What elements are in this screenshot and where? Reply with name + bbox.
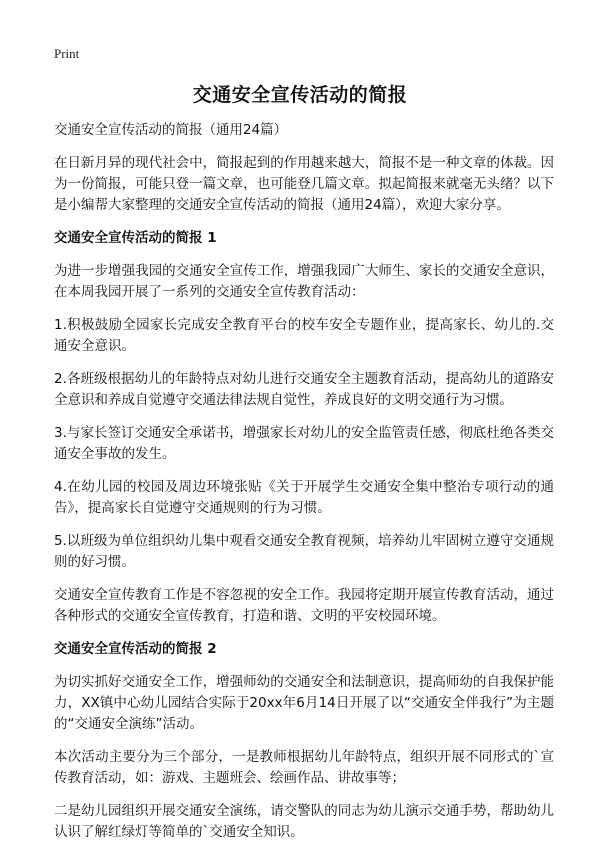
paragraph: 二是幼儿园组织开展交通安全演练，请交警队的同志为幼儿演示交通手势，帮助幼儿认识了解红绿灯等简单的`交通安全知识。 xyxy=(54,803,554,840)
section-heading: 交通安全宣传活动的简报 2 xyxy=(54,641,217,657)
print-link[interactable]: Print xyxy=(54,46,80,61)
list-item: 4.在幼儿园的校园及周边环境张贴《关于开展学生交通安全集中整治专项行动的通告》，提高家长自觉遵守交通规则的行为习惯。 xyxy=(54,479,554,516)
section-heading: 交通安全宣传活动的简报 1 xyxy=(54,230,217,246)
paragraph: 本次活动主要分为三个部分，一是教师根据幼儿年龄特点，组织开展不同形式的`宣传教育活动，如：游戏、主题班会、绘画作品、讲故事等； xyxy=(54,749,554,786)
paragraph: 为切实抓好交通安全工作，增强师幼的交通安全和法制意识，提高师幼的自我保护能力，XX镇中心幼儿园结合实际于20xx年6月14日开展了以“交通安全伴我行”为主题的“交通安全演练”活动。 xyxy=(54,674,554,732)
paragraph: 为进一步增强我园的交通安全宣传工作，增强我园广大师生、家长的交通安全意识，在本周我园开展了一系列的交通安全宣传教育活动： xyxy=(54,263,554,300)
article-subtitle: 交通安全宣传活动的简报（通用24篇） xyxy=(54,122,288,138)
list-item: 5.以班级为单位组织幼儿集中观看交通安全教育视频，培养幼儿牢固树立遵守交通规则的好习惯。 xyxy=(54,533,554,570)
paragraph: 交通安全宣传教育工作是不容忽视的安全工作。我园将定期开展宣传教育活动，通过各种形式的交通安全宣传教育，打造和谐、文明的平安校园环境。 xyxy=(54,587,554,624)
list-item: 3.与家长签订交通安全承诺书，增强家长对幼儿的安全监管责任感，彻底杜绝各类交通安全事故的发生。 xyxy=(54,425,554,462)
page-title: 交通安全宣传活动的简报 xyxy=(192,84,408,106)
list-item: 1.积极鼓励全园家长完成安全教育平台的校车安全专题作业，提高家长、幼儿的.交通安全意识。 xyxy=(54,317,554,354)
article-body xyxy=(54,120,554,855)
intro-paragraph: 在日新月异的现代社会中，简报起到的作用越来越大，简报不是一种文章的体裁。因为一份简报，可能只登一篇文章，也可能登几篇文章。拟起简报来就毫无头绪？以下是小编帮大家整理的交通安全宣传活动的简报（通用24篇），欢迎大家分享。 xyxy=(54,155,554,213)
list-item: 2.各班级根据幼儿的年龄特点对幼儿进行交通安全主题教育活动，提高幼儿的道路安全意识和养成自觉遵守交通法律法规自觉性，养成良好的文明交通行为习惯。 xyxy=(54,371,554,408)
